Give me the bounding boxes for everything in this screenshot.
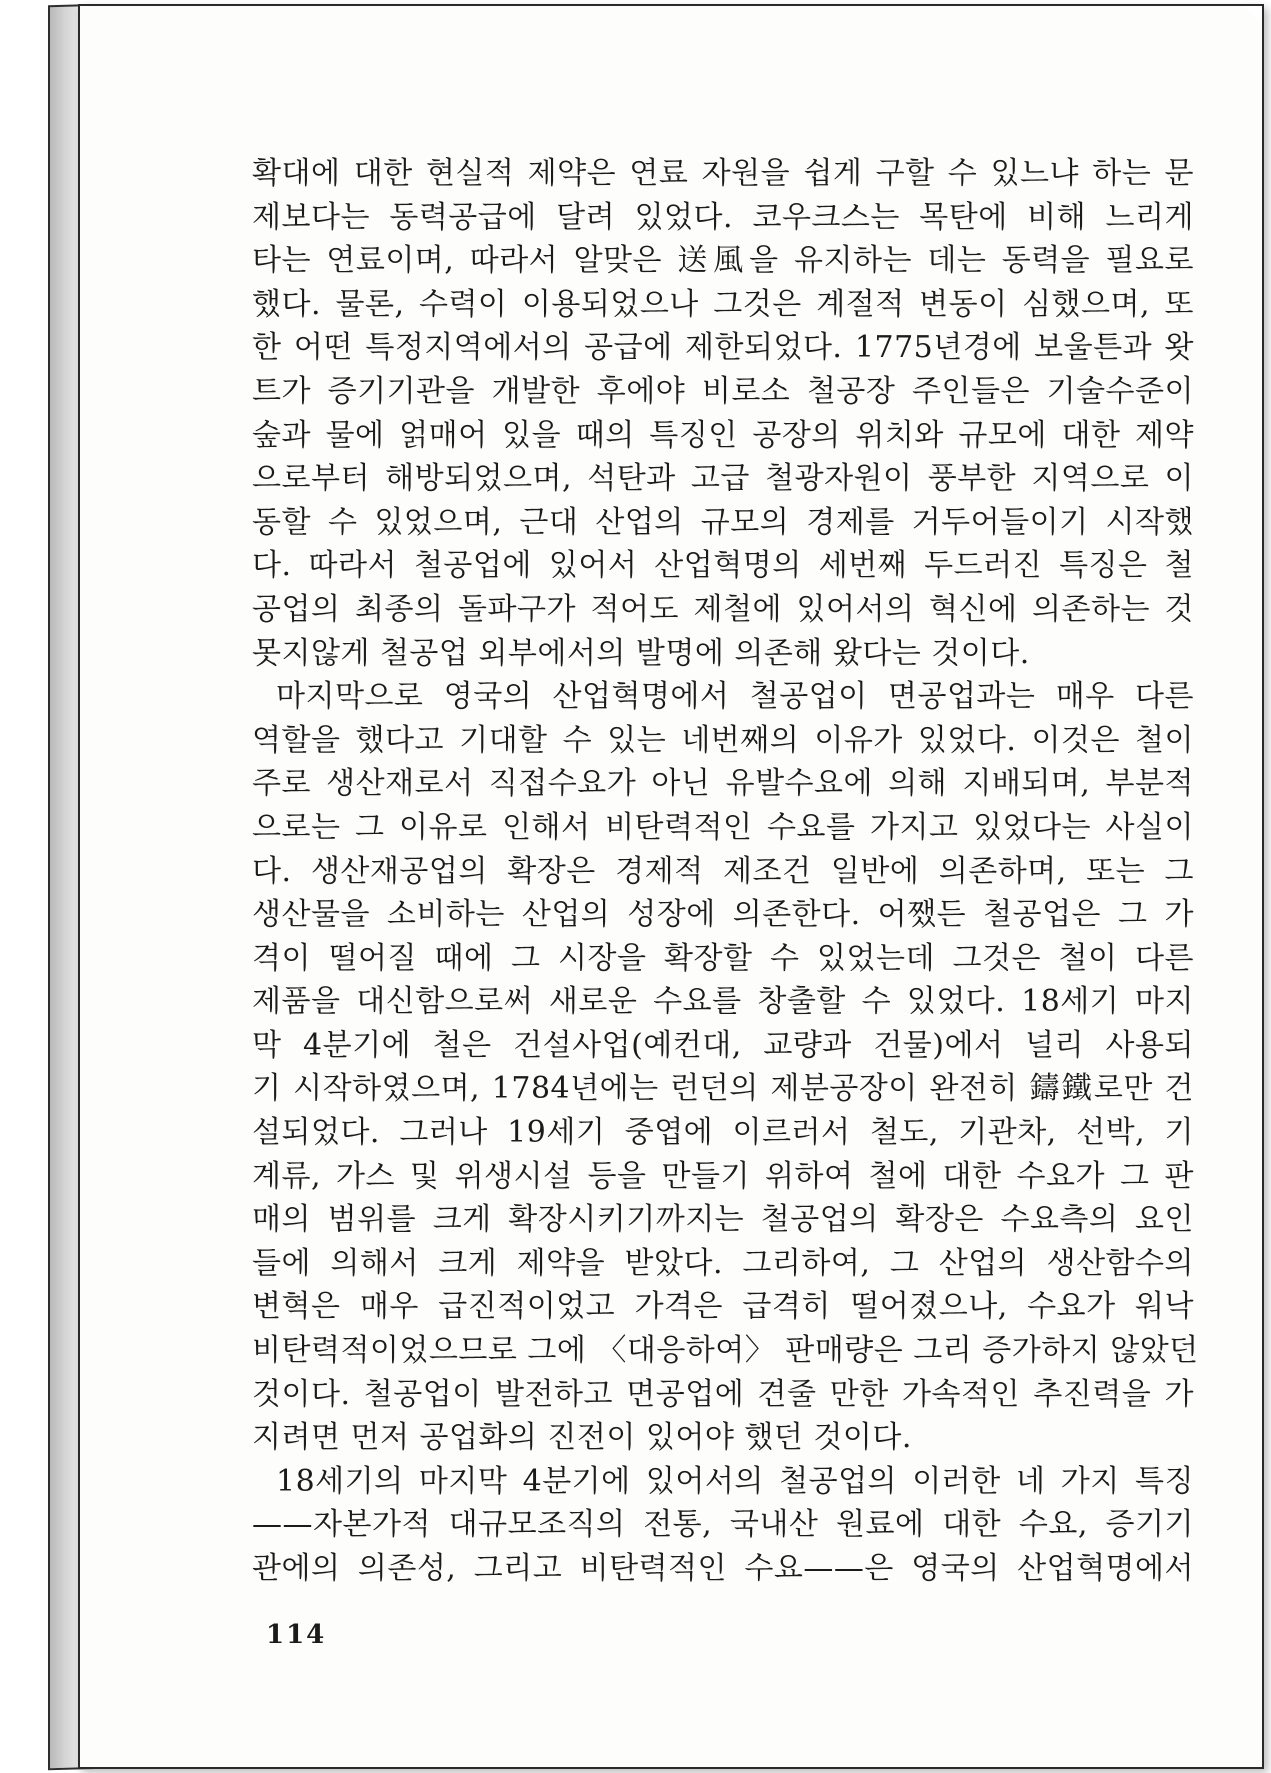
text-line: 들에 의해서 크게 제약을 받았다. 그리하여, 그 산업의 생산함수의 [252,1245,1194,1281]
text-line: 으로는 그 이유로 인해서 비탄력적인 수요를 가지고 있었다는 사실이 [252,809,1194,845]
text-line: 타는 연료이며, 따라서 알맞은 送風을 유지하는 데는 동력을 필요로 [252,243,1194,279]
text-line: 설되었다. 그러나 19세기 중엽에 이르러서 철도, 기관차, 선박, 기 [252,1115,1194,1151]
text-line: 역할을 했다고 기대할 수 있는 네번째의 이유가 있었다. 이것은 철이 [252,722,1194,758]
text-line: 격이 떨어질 때에 그 시장을 확장할 수 있었는데 그것은 철이 다른 [252,940,1194,976]
text-line: 했다. 물론, 수력이 이용되었으나 그것은 계절적 변동이 심했으며, 또 [252,286,1194,322]
text-line: 다. 따라서 철공업에 있어서 산업혁명의 세번째 두드러진 특징은 철 [252,548,1194,584]
text-line: 기 시작하였으며, 1784년에는 런던의 제분공장이 완전히 鑄鐵로만 건 [252,1071,1194,1107]
text-line: 한 어떤 특정지역에서의 공급에 제한되었다. 1775년경에 보울튼과 왓 [252,330,1194,366]
body-text [252,152,1199,1591]
text-line: ——자본가적 대규모조직의 전통, 국내산 원료에 대한 수요, 증기기 [252,1507,1194,1543]
text-line: 숲과 물에 얽매어 있을 때의 특징인 공장의 위치와 규모에 대한 제약 [252,417,1194,453]
text-line: 공업의 최종의 돌파구가 적어도 제철에 있어서의 혁신에 의존하는 것 [252,591,1194,627]
text-line: 매의 범위를 크게 확장시키기까지는 철공업의 확장은 수요측의 요인 [252,1202,1194,1238]
page-number: 114 [266,1620,327,1650]
book [48,4,1266,1769]
page-corner [1244,6,1262,24]
text-line: 생산물을 소비하는 산업의 성장에 의존한다. 어쨌든 철공업은 그 가 [252,897,1194,933]
text-line: 것이다. 철공업이 발전하고 면공업에 견줄 만한 가속적인 추진력을 가 [252,1376,1194,1412]
text-line: 확대에 대한 현실적 제약은 연료 자원을 쉽게 구할 수 있느냐 하는 문 [252,156,1194,191]
text-line: 지려면 먼저 공업화의 진전이 있어야 했던 것이다. [252,1420,912,1456]
text-line: 으로부터 해방되었으며, 석탄과 고급 철광자원이 풍부한 지역으로 이 [252,461,1194,497]
text-line: 주로 생산재로서 직접수요가 아닌 유발수요에 의해 지배되며, 부분적 [252,766,1194,802]
text-line: 다. 생산재공업의 확장은 경제적 제조건 일반에 의존하며, 또는 그 [252,853,1194,889]
text-line: 계류, 가스 및 위생시설 등을 만들기 위하여 철에 대한 수요가 그 판 [252,1158,1194,1194]
text-line: 비탄력적이었으므로 그에 〈대응하여〉 판매량은 그리 증가하지 않았던 [252,1333,1199,1369]
text-line: 동할 수 있었으며, 근대 산업의 규모의 경제를 거두어들이기 시작했 [252,504,1194,540]
text-line: 변혁은 매우 급진적이었고 가격은 급격히 떨어졌으나, 수요가 워낙 [252,1289,1194,1325]
text-line: 막 4분기에 철은 건설사업(예컨대, 교량과 건물)에서 널리 사용되 [252,1027,1194,1063]
text-line: 못지않게 철공업 외부에서의 발명에 의존해 왔다는 것이다. [252,635,1030,671]
text-line: 18세기의 마지막 4분기에 있어서의 철공업의 이러한 네 가지 특징 [276,1463,1194,1499]
text-line: 트가 증기기관을 개발한 후에야 비로소 철공장 주인들은 기술수준이 [252,373,1194,409]
text-line: 마지막으로 영국의 산업혁명에서 철공업이 면공업과는 매우 다른 [276,679,1194,715]
text-line: 관에의 의존성, 그리고 비탄력적인 수요——은 영국의 산업혁명에서 [252,1551,1194,1586]
text-line: 제품을 대신함으로써 새로운 수요를 창출할 수 있었다. 18세기 마지 [252,984,1194,1020]
book-page [78,4,1264,1769]
text-line: 제보다는 동력공급에 달려 있었다. 코우크스는 목탄에 비해 느리게 [252,199,1194,235]
